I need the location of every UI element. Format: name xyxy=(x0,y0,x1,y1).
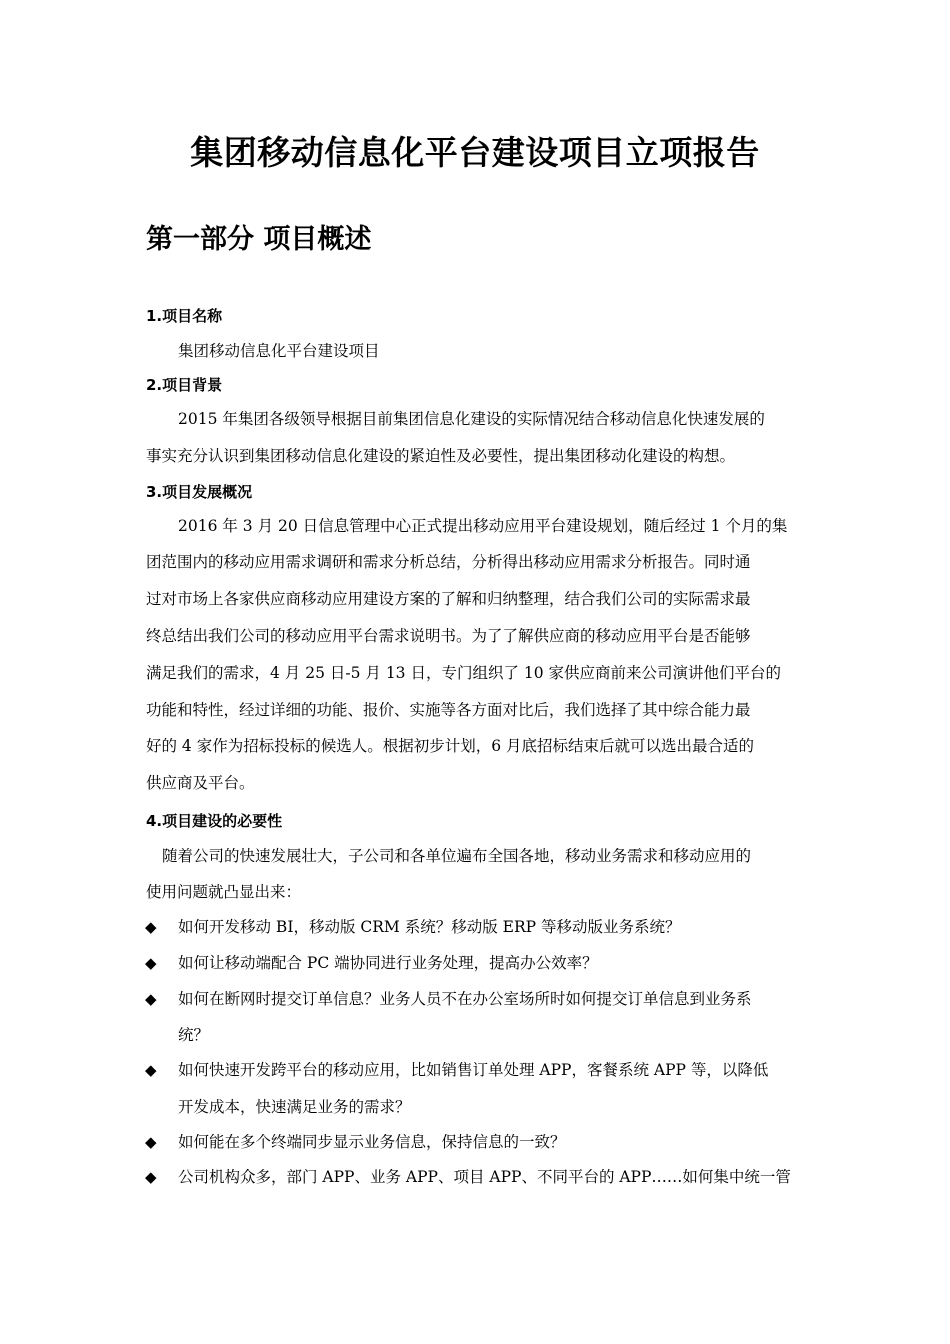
bullet-text-continuation: 开发成本，快速满足业务的需求？ xyxy=(178,1098,411,1116)
paragraph-line: 事实充分认识到集团移动信息化建设的紧迫性及必要性，提出集团移动化建设的构想。 xyxy=(146,447,736,465)
bullet-text: 如何让移动端配合 PC 端协同进行业务处理，提高办公效率？ xyxy=(178,954,598,972)
paragraph-line: 2016 年 3 月 20 日信息管理中心正式提出移动应用平台建设规划，随后经过 1 个月的集 xyxy=(178,517,788,535)
bullet-text: 如何开发移动 BI，移动版 CRM 系统？移动版 ERP 等移动版业务系统？ xyxy=(178,918,681,936)
diamond-bullet-icon: ◆ xyxy=(145,990,157,1008)
paragraph-line: 终总结出我们公司的移动应用平台需求说明书。为了了解供应商的移动应用平台是否能够 xyxy=(146,627,751,645)
paragraph-line: 供应商及平台。 xyxy=(146,774,255,792)
bullet-text-continuation: 统？ xyxy=(178,1026,210,1044)
paragraph-line: 好的 4 家作为招标投标的候选人。根据初步计划，6 月底招标结束后就可以选出最合适的 xyxy=(146,737,755,755)
diamond-bullet-icon: ◆ xyxy=(145,1133,157,1151)
paragraph-line: 集团移动信息化平台建设项目 xyxy=(178,342,380,360)
diamond-bullet-icon: ◆ xyxy=(145,1168,157,1186)
section-heading-development: 3.项目发展概况 xyxy=(146,483,253,501)
paragraph-line: 团范围内的移动应用需求调研和需求分析总结，分析得出移动应用需求分析报告。同时通 xyxy=(146,553,751,571)
section-heading-necessity: 4.项目建设的必要性 xyxy=(146,812,283,830)
document-title: 集团移动信息化平台建设项目立项报告 xyxy=(190,133,760,172)
bullet-text: 如何能在多个终端同步显示业务信息，保持信息的一致？ xyxy=(178,1133,566,1151)
paragraph-line: 过对市场上各家供应商移动应用建设方案的了解和归纳整理，结合我们公司的实际需求最 xyxy=(146,590,751,608)
paragraph-line: 2015 年集团各级领导根据目前集团信息化建设的实际情况结合移动信息化快速发展的 xyxy=(178,410,765,428)
bullet-text: 公司机构众多，部门 APP、业务 APP、项目 APP、不同平台的 APP……如何集中统一管 xyxy=(178,1168,791,1186)
bullet-text: 如何快速开发跨平台的移动应用，比如销售订单处理 APP，客餐系统 APP 等，以降低 xyxy=(178,1061,769,1079)
section-heading-project-name: 1.项目名称 xyxy=(146,307,223,325)
paragraph-line: 随着公司的快速发展壮大，子公司和各单位遍布全国各地，移动业务需求和移动应用的 xyxy=(162,847,752,865)
diamond-bullet-icon: ◆ xyxy=(145,1061,157,1079)
paragraph-line: 使用问题就凸显出来： xyxy=(146,883,302,901)
section-heading-background: 2.项目背景 xyxy=(146,376,223,394)
paragraph-line: 功能和特性，经过详细的功能、报价、实施等各方面对比后，我们选择了其中综合能力最 xyxy=(146,701,751,719)
diamond-bullet-icon: ◆ xyxy=(145,918,157,936)
part-heading: 第一部分 项目概述 xyxy=(146,224,372,255)
bullet-text: 如何在断网时提交订单信息？业务人员不在办公室场所时如何提交订单信息到业务系 xyxy=(178,990,752,1008)
diamond-bullet-icon: ◆ xyxy=(145,954,157,972)
paragraph-line: 满足我们的需求，4 月 25 日-5 月 13 日，专门组织了 10 家供应商前来公司演讲他们平台的 xyxy=(146,664,782,682)
